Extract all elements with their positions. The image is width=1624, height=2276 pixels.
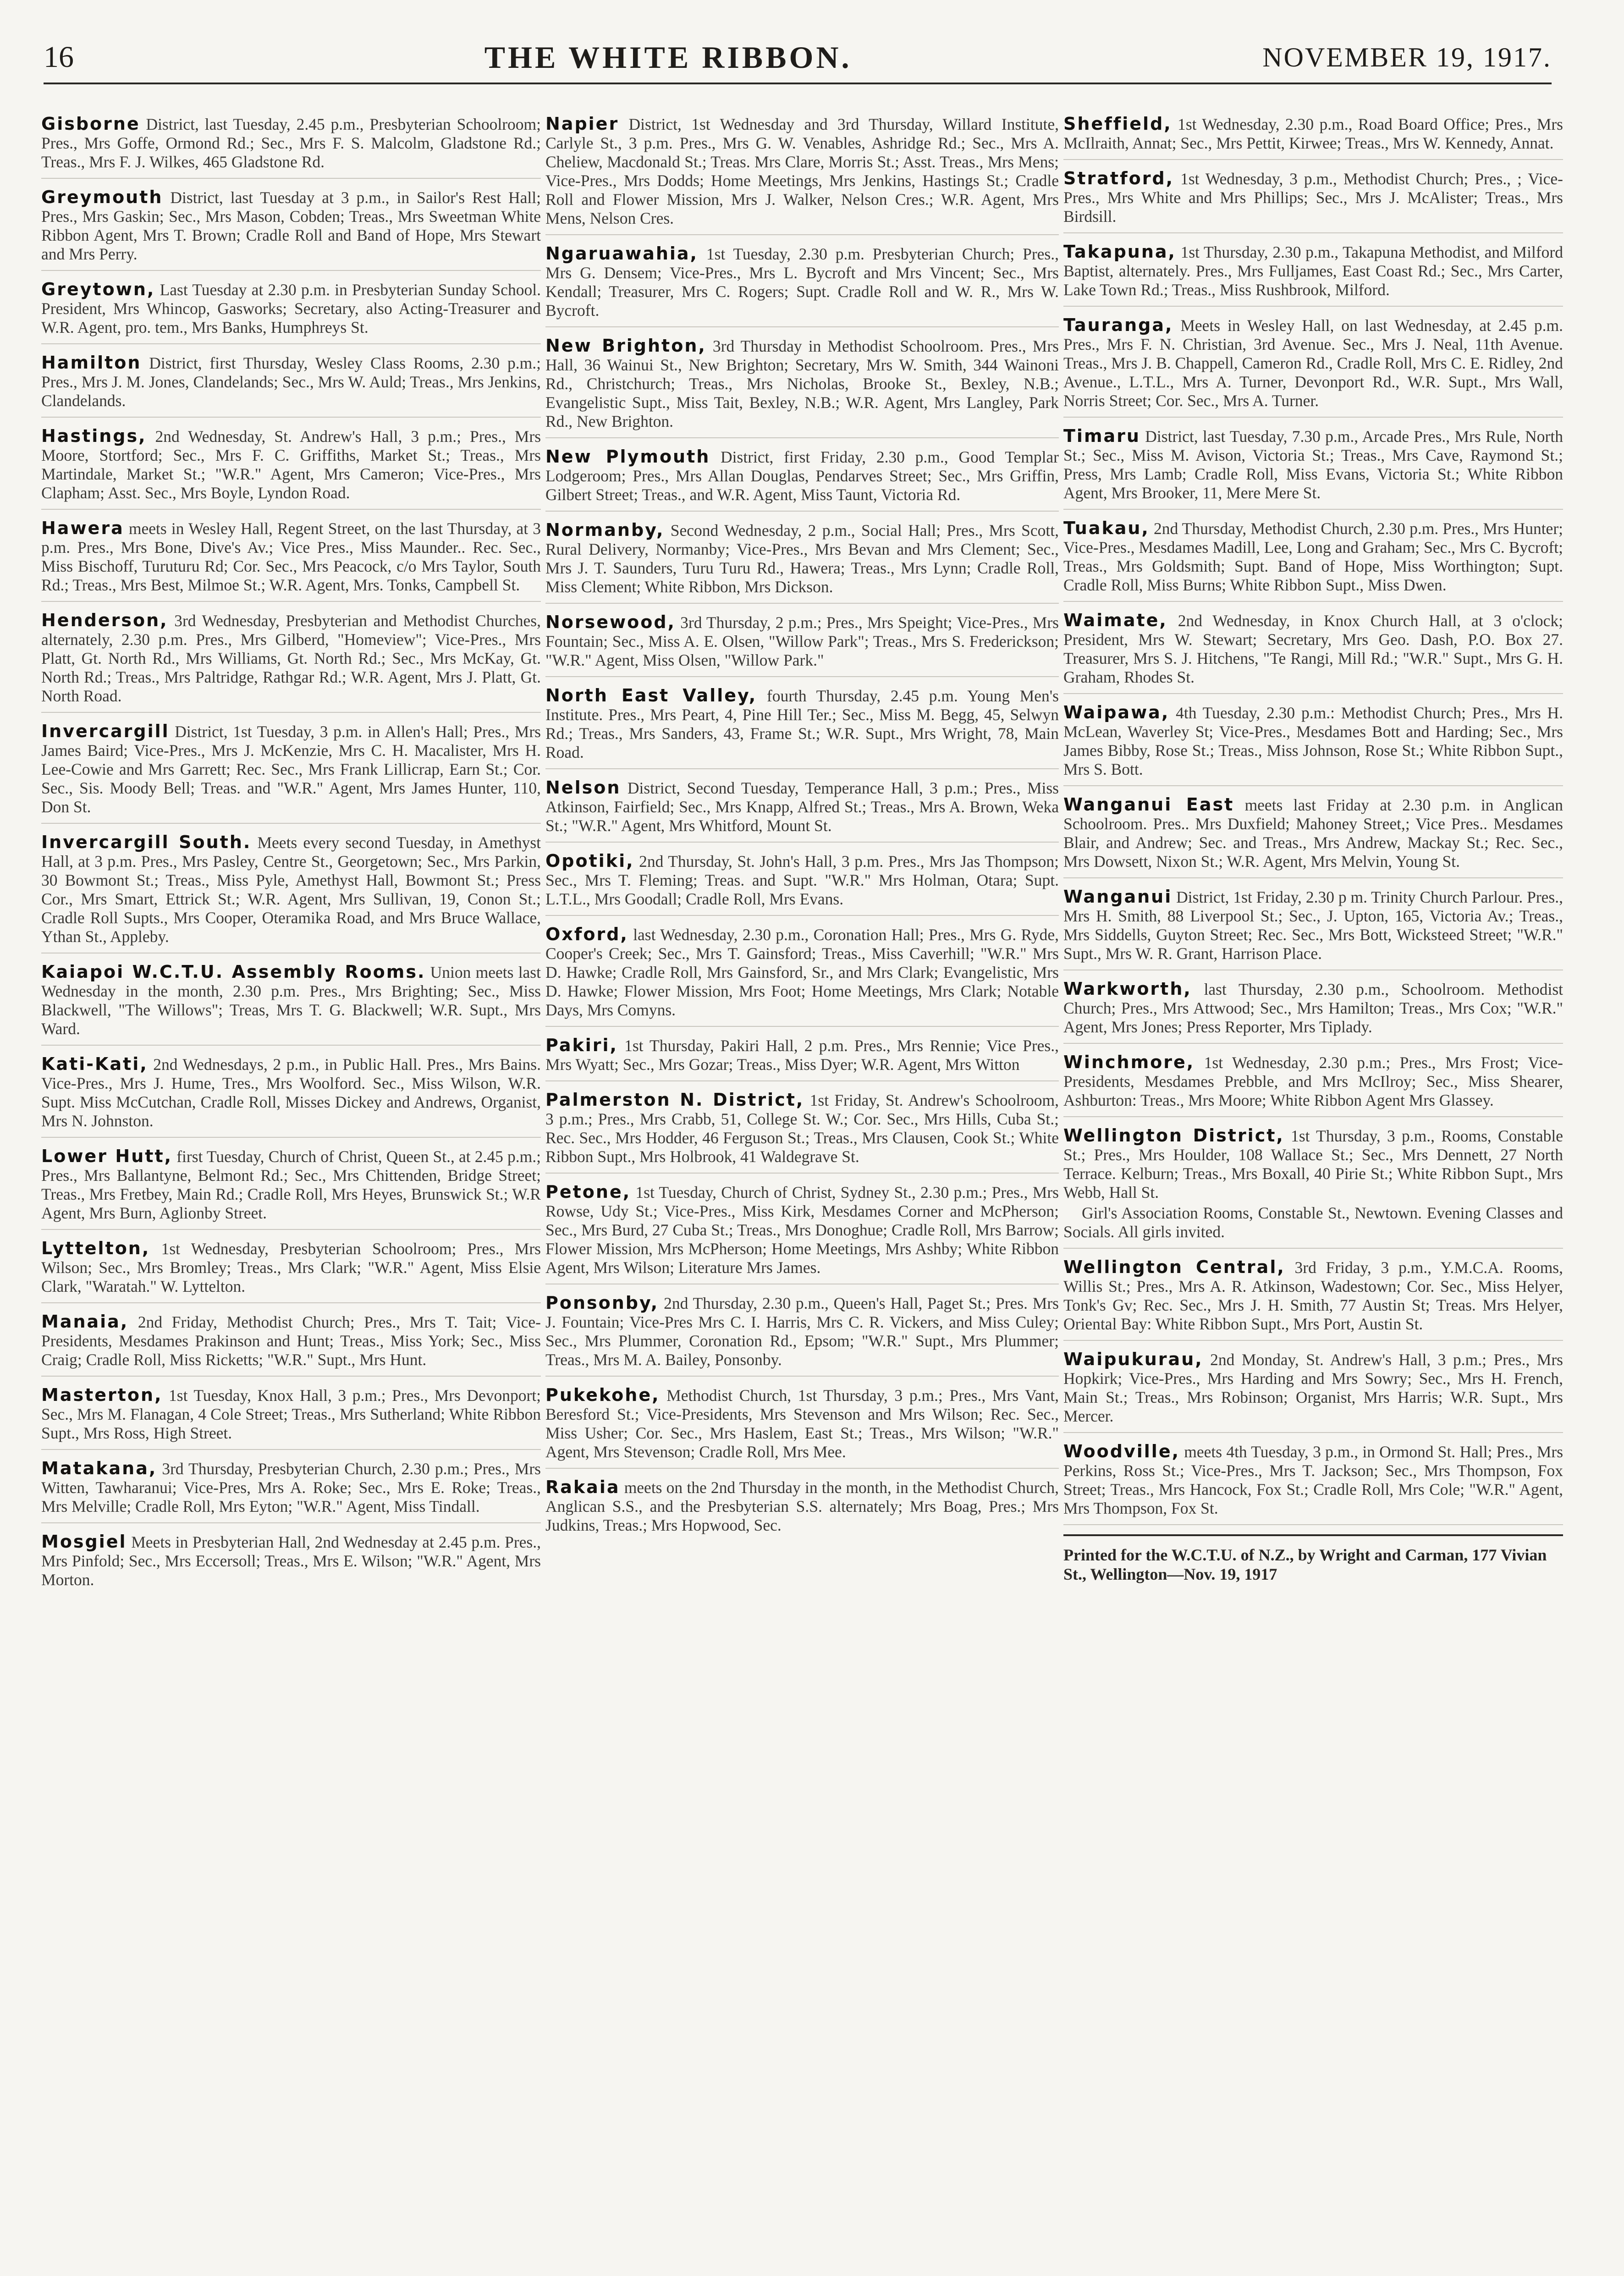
union-details: 1st Wednesday, 2.30 p.m.; Pres., Mrs Frost; Vice-Presidents, Mesdames Prebble, and Mrs McIlroy; Sec., Miss Shearer, Ashburton: Treas., Mrs Moore; White Ribbon Agent Mrs Glassey. [1063,1053,1563,1109]
union-entry [1063,1258,1563,1341]
union-name: Palmerston N. District, [545,1090,804,1110]
union-details: 1st Tuesday, Knox Hall, 3 p.m.; Pres., Mrs Devonport; Sec., Mrs M. Flanagan, 4 Cole Street; Treas., Mrs Sutherland; White Ribbon Supt., Mrs Ross, High Street. [41,1386,541,1442]
union-details: Methodist Church, 1st Thursday, 3 p.m.; Pres., Mrs Vant, Beresford St.; Vice-Presidents, Mrs Stevenson and Mrs Wilson; Rec. Sec., Miss Usher; Cor. Sec., Mrs Haslem, East St.; Treas., Mrs Wilson; "W.R." Agent, Mrs Stevenson; Cradle Roll, Mrs Mee. [545,1386,1059,1461]
union-details: District, last Tuesday, 2.45 p.m., Presbyterian Schoolroom; Pres., Mrs Goffe, Ormond Rd.; Sec., Mrs F. S. Malcolm, Gladstone Rd.; Treas., Mrs F. J. Wilkes, 465 Gladstone Rd. [41,115,541,171]
union-name: Warkworth, [1063,979,1192,999]
union-name: Opotiki, [545,851,634,871]
union-entry [41,188,541,271]
union-details: District, last Tuesday at 3 p.m., in Sailor's Rest Hall; Pres., Mrs Gaskin; Sec., Mrs Mason, Cobden; Treas., Mrs Sweetman White Ribbon Agent, Mrs T. Brown; Cradle Roll and Band of Hope, Mrs Stewart and Mrs Perry. [41,188,541,263]
union-name: Mosgiel [41,1532,127,1552]
union-name: Takapuna, [1063,242,1176,262]
union-name: Hamilton [41,353,142,373]
union-name: Wanganui East [1063,794,1234,815]
union-name: Masterton, [41,1385,163,1405]
union-name: Waimate, [1063,610,1167,630]
union-details: Second Wednesday, 2 p.m., Social Hall; Pres., Mrs Scott, Rural Delivery, Normanby; Vice-Pres., Mrs Bevan and Mrs Clement; Sec., Mrs J. T. Saunders, Turu Turu Rd., Hawera; Treas., Mrs Lynn; Cradle Roll, Miss Clement; White Ribbon, Mrs Dickson. [545,521,1059,596]
union-details: last Wednesday, 2.30 p.m., Coronation Hall; Pres., Mrs G. Ryde, Cooper's Creek; Sec., Mrs T. Gainsford; Treas., Miss Caverhill; "W.R." Mrs D. Hawke; Cradle Roll, Mrs Gainsford, Sr., and Mrs Clark; Evangelistic, Mrs D. Hawke; Flower Mission, Mrs Foot; Home Meetings, Mrs Clark; Notable Days, Mrs Comyns. [545,926,1059,1019]
union-name: Hawera [41,518,124,538]
union-entry [41,280,541,344]
union-details: 2nd Thursday, Methodist Church, 2.30 p.m. Pres., Mrs Hunter; Vice-Pres., Mesdames Madill, Lee, Long and Graham; Sec., Mrs C. Bycroft; Treas., Mrs Goldsmith; Supt. Band of Hope, Miss Worthington; Supt. Cradle Roll, Miss Burns; White Ribbon Supt., Miss Dwen. [1063,519,1563,594]
union-details: District, first Friday, 2.30 p.m., Good Templar Lodgeroom; Pres., Mrs Allan Douglas, Pendarves Street; Sec., Mrs Griffin, Gilbert Street; Treas., and W.R. Agent, Miss Taunt, Victoria Rd. [545,448,1059,504]
union-entry [1063,1053,1563,1117]
union-name: Pukekohe, [545,1385,660,1405]
union-entry [545,244,1059,327]
union-entry [41,427,541,510]
union-entry [41,722,541,824]
union-name: Henderson, [41,610,168,630]
union-entry [41,1532,541,1596]
union-details: last Thursday, 2.30 p.m., Schoolroom. Methodist Church; Pres., Mrs Attwood; Sec., Mrs Hamilton; Treas., Mrs Cox; "W.R." Agent, Mrs Jones; Press Reporter, Mrs Tiplady. [1063,980,1563,1036]
union-entry [545,1294,1059,1377]
union-name: Wellington Central, [1063,1257,1285,1277]
union-details: 2nd Wednesday, in Knox Church Hall, at 3 o'clock; President, Mrs W. Stewart; Secretary, Mrs Geo. Dash, P.O. Box 27. Treasurer, Mrs S. J. Hitchens, "Te Rangi, Mill Rd.; "W.R." Supt., Mrs G. H. Graham, Rhodes St. [1063,612,1563,686]
union-details: meets last Friday at 2.30 p.m. in Anglican Schoolroom. Pres.. Mrs Duxfield; Mahoney Street,; Vice Pres.. Mesdames Blair, and Andrew; Sec. and Treas., Mrs Andrew, Mackay St.; Rec. Sec., Mrs Dowsett, Nixon St.; W.R. Agent, Mrs Melvin, Young St. [1063,796,1563,871]
union-entry [1063,703,1563,786]
union-details: District, Second Tuesday, Temperance Hall, 3 p.m.; Pres., Miss Atkinson, Fairfield; Sec., Mrs Knapp, Alfred St.; Treas., Mrs A. Brown, Weka St.; "W.R." Agent, Mrs Whitford, Mount St. [545,779,1059,835]
union-details: District, 1st Friday, 2.30 p m. Trinity Church Parlour. Pres., Mrs H. Smith, 88 Liverpool St.; Sec., J. Upton, 165, Victoria Av.; Treas., Mrs Siddells, Guyton Street; Rec. Sec., Mrs Bott, Wicksteed Street; "W.R." Supt., Mrs W. R. Grant, Harrison Place. [1063,888,1563,963]
union-entry [41,1055,541,1138]
union-name: Normanby, [545,520,665,540]
union-entry [545,925,1059,1027]
union-entry [545,336,1059,438]
union-name: New Brighton, [545,336,706,356]
union-name: Timaru [1063,426,1140,446]
union-details: Meets in Wesley Hall, on last Wednesday, at 2.45 p.m. Pres., Mrs F. N. Christian, 3rd Avenue. Sec., Mrs J. Neal, 11th Avenue. Treas., Mrs J. B. Chappell, Cameron Rd., Cradle Roll, Mrs C. E. Ridley, 2nd Avenue., L.T.L., Mrs A. Turner, Devonport Rd., W.R. Supt., Mrs Wall, Norris Street; Cor. Sec., Mrs A. Turner. [1063,316,1563,410]
union-entry [1063,519,1563,602]
union-details: 2nd Friday, Methodist Church; Pres., Mrs T. Tait; Vice-Presidents, Mesdames Prakinson and Hunt; Treas., Miss York; Sec., Miss Craig; Cradle Roll, Miss Ricketts; "W.R." Supt., Mrs Hunt. [41,1313,541,1369]
union-name: Tauranga, [1063,315,1173,335]
union-entry [1063,316,1563,418]
union-details: District, 1st Wednesday and 3rd Thursday, Willard Institute, Carlyle St., 3 p.m. Pres., Mrs G. W. Venables, Ashridge Rd.; Sec., Mrs A. Cheliew, Macdonald St.; Treas. Mrs Clare, Morris St.; Asst. Treas., Mrs Mens; Vice-Pres., Mrs Dodds; Home Meetings, Mrs Jenkins, Hastings St.; Cradle Roll and Flower Mission, Mrs J. Walker, Nelson Cres.; W.R. Agent, Mrs Mens, Nelson Cres. [545,115,1059,227]
union-entry [41,115,541,179]
page-header [44,32,1552,84]
union-entry [41,1239,541,1303]
union-entry [545,778,1059,843]
union-details: 3rd Thursday, 2 p.m.; Pres., Mrs Speight; Vice-Pres., Mrs Fountain; Sec., Miss A. E. Olsen, "Willow Park"; Treas., Mrs S. Frederickson; "W.R." Agent, Miss Olsen, "Willow Park." [545,613,1059,669]
union-name: Lyttelton, [41,1238,150,1258]
union-name: Greymouth [41,187,163,207]
union-entry [41,1147,541,1230]
union-entry [1063,1442,1563,1525]
union-entry [41,611,541,713]
union-entry [545,686,1059,769]
union-entry [41,833,541,953]
union-details: 2nd Wednesday, St. Andrew's Hall, 3 p.m.; Pres., Mrs Moore, Stortford; Sec., Mrs F. C. Griffiths, Market St.; Treas., Mrs Martindale, Market St.; "W.R." Agent, Mrs Cameron; Vice-Pres., Mrs Clapham; Asst. Sec., Mrs Boyle, Lyndon Road. [41,427,541,502]
union-name: Oxford, [545,924,628,944]
union-entry [545,1478,1059,1541]
union-details: 2nd Thursday, St. John's Hall, 3 p.m. Pres., Mrs Jas Thompson; Sec., Mrs T. Fleming; Treas. and Supt. "W.R." Mrs Holman, Otara; Supt. L.T.L., Mrs Goodall; Cradle Roll, Mrs Evans. [545,852,1059,908]
union-entry [545,1386,1059,1469]
union-name: Stratford, [1063,168,1174,188]
union-entry [545,613,1059,677]
union-name: Greytown, [41,279,155,299]
union-entry [1063,1350,1563,1433]
union-name: Sheffield, [1063,115,1172,134]
union-entry [1063,980,1563,1044]
issue-date: NOVEMBER 19, 1917. [1262,42,1552,72]
union-entry [545,1183,1059,1284]
page-number: 16 [44,40,74,74]
union-entry [41,1386,541,1450]
union-details: 2nd Monday, St. Andrew's Hall, 3 p.m.; Pres., Mrs Hopkirk; Vice-Pres., Mrs Harding and Mrs Sowry; Sec., Mrs H. French, Main St.; Treas., Mrs Robinson; Organist, Mrs Harris; W.R. Supt., Mrs Mercer. [1063,1350,1563,1425]
union-details: first Tuesday, Church of Christ, Queen St., at 2.45 p.m.; Pres., Mrs Ballantyne, Belmont Rd.; Sec., Mrs Chittenden, Bridge Street; Treas., Mrs Fretbey, Main Rd.; Cradle Roll, Mrs Heyes, Brunswick St.; W.R Agent, Mrs Burn, Aglionby Street. [41,1147,541,1222]
union-name: Matakana, [41,1458,157,1478]
union-details: fourth Thursday, 2.45 p.m. Young Men's Institute. Pres., Mrs Peart, 4, Pine Hill Ter.; Sec., Miss M. Begg, 45, Selwyn Rd.; Treas., Mrs Sanders, 43, Frame St.; W.R. Supt., Mrs Wright, 78, Main Road. [545,687,1059,761]
union-details: 1st Thursday, 2.30 p.m., Takapuna Methodist, and Milford Baptist, alternately. Pres., Mrs Fulljames, East Coast Rd.; Sec., Mrs Carter, Lake Town Rd.; Treas., Miss Rushbrook, Milford. [1063,243,1563,299]
union-name: Kati-Kati, [41,1054,148,1074]
union-entry [1063,887,1563,970]
union-details: meets in Wesley Hall, Regent Street, on the last Thursday, at 3 p.m. Pres., Mrs Bone, Dive's Av.; Vice Pres., Miss Maunder.. Rec. Sec., Miss Bischoff, Turuturu Rd; Cor. Sec., Mrs Peacock, c/o Mrs Taylor, South Rd.; Treas., Mrs Best, Milmoe St.; W.R. Agent, Mrs. Tonks, Campbell St. [41,519,541,594]
union-name: Rakaia [545,1477,620,1497]
union-details: 1st Wednesday, 3 p.m., Methodist Church; Pres., ; Vice-Pres., Mrs White and Mrs Phillips; Sec., Mrs J. McAlister; Treas., Mrs Birdsill. [1063,170,1563,226]
union-details: 1st Friday, St. Andrew's Schoolroom, 3 p.m.; Pres., Mrs Crabb, 51, College St. W.; Cor. Sec., Mrs Hills, Cuba St.; Rec. Sec., Mrs Hodder, 46 Ferguson St.; Treas., Mrs Clausen, Cook St.; White Ribbon Supt., Mrs Holbrook, 41 Waldegrave St. [545,1091,1059,1166]
union-name: Petone, [545,1182,631,1202]
column-middle [545,115,1059,2255]
union-details: Union meets last Wednesday in the month, 2.30 p.m. Pres., Mrs Brighting; Sec., Miss Blackwell, "The Willows"; Treas, Mrs T. G. Blackwell; W.R. Supt., Mrs Ward. [41,963,541,1038]
union-name: Napier [545,115,619,134]
union-details: 1st Tuesday, Church of Christ, Sydney St., 2.30 p.m.; Pres., Mrs Rowse, Udy St.; Vice-Pres., Miss Kirk, Mesdames Corner and McPherson; Sec., Mrs Burd, 27 Cuba St.; Treas., Mrs Donoghue; Cradle Roll, Mrs Barrow; Flower Mission, Mrs McPherson; Home Meetings, Mrs Ashby; White Ribbon Agent, Mrs Wilson; Literature Mrs James. [545,1183,1059,1277]
union-name: Kaiapoi W.C.T.U. Assembly Rooms. [41,962,426,982]
union-note: Girl's Association Rooms, Constable St., Newtown. Evening Classes and Socials. All girls invited. [1063,1204,1563,1241]
union-name: Winchmore, [1063,1052,1195,1072]
column-right [1063,115,1563,2255]
union-details: 3rd Friday, 3 p.m., Y.M.C.A. Rooms, Willis St.; Pres., Mrs A. R. Atkinson, Wadestown; Cor. Sec., Miss Helyer, Tonk's Gv; Rec. Sec., Mrs J. H. Smith, 77 Austin St; Treas. Mrs Helyer, Oriental Bay: White Ribbon Supt., Mrs Port, Austin St. [1063,1258,1563,1333]
union-entry [41,353,541,418]
union-details: 4th Tuesday, 2.30 p.m.: Methodist Church; Pres., Mrs H. McLean, Waverley St; Vice-Pres., Mesdames Bott and Harding; Sec., Mrs James Bibby, Rose St.; Treas., Miss Johnson, Rose St.; White Ribbon Supt., Mrs S. Bott. [1063,704,1563,778]
union-entry [1063,1126,1563,1249]
union-details: 1st Thursday, Pakiri Hall, 2 p.m. Pres., Mrs Rennie; Vice Pres., Mrs Wyatt; Sec., Mrs Gozar; Treas., Miss Dyer; W.R. Agent, Mrs Witton [545,1036,1059,1074]
union-details: meets 4th Tuesday, 3 p.m., in Ormond St. Hall; Pres., Mrs Perkins, Ross St.; Vice-Pres., Mrs T. Jackson; Sec., Mrs Thompson, Fox Street; Treas., Mrs Hancock, Fox St.; Cradle Roll, Mrs Cole; "W.R." Agent, Mrs Thompson, Fox St. [1063,1443,1563,1517]
union-name: New Plymouth [545,446,710,467]
union-name: Waipawa, [1063,702,1170,722]
union-details: Meets every second Tuesday, in Amethyst Hall, at 3 p.m. Pres., Mrs Pasley, Centre St., Georgetown; Sec., Mrs Parkin, 30 Bowmont St.; Treas., Miss Pyle, Amethyst Hall, Bowmont St.; Press Cor., Mrs Smart, Ettrick St.; W.R. Agent, Mrs Sullivan, 19, Conon St.; Cradle Roll Supts., Mrs Cooper, Oteramika Road, and Mrs Bruce Wallace, Ythan St., Appleby. [41,833,541,946]
union-entry [1063,795,1563,878]
union-name: Lower Hutt, [41,1146,173,1166]
union-name: Woodville, [1063,1441,1180,1461]
union-entry [41,963,541,1046]
union-details: 3rd Wednesday, Presbyterian and Methodist Churches, alternately, 2.30 p.m. Pres., Mrs Gilberd, "Homeview"; Vice-Pres., Mrs Platt, Gt. North Rd., Mrs Williams, Gt. North Rd.; Sec., Mrs McKay, Gt. North Rd.; Treas., Mrs Paltridge, Rathgar Rd.; W.R. Agent, Mrs J. Platt, Gt. North Road. [41,612,541,705]
union-details: District, first Thursday, Wesley Class Rooms, 2.30 p.m.; Pres., Mrs J. M. Jones, Clandelands; Sec., Mrs W. Auld; Treas., Mrs Jenkins, Clandelands. [41,354,541,410]
union-name: Waipukurau, [1063,1349,1203,1369]
union-entry [41,519,541,602]
union-entry [545,521,1059,604]
union-details: 1st Tuesday, 2.30 p.m. Presbyterian Church; Pres., Mrs G. Densem; Vice-Pres., Mrs L. Bycroft and Mrs Vincent; Sec., Mrs Kendall; Treasurer, Mrs C. Rogers; Supt. Cradle Roll and W. R., Mrs W. Bycroft. [545,245,1059,320]
union-name: Manaia, [41,1312,129,1332]
union-name: Ngaruawahia, [545,243,698,264]
union-entry [41,1312,541,1377]
union-entry [545,1091,1059,1174]
union-details: 1st Wednesday, 2.30 p.m., Road Board Office; Pres., Mrs McIlraith, Annat; Sec., Mrs Pettit, Kirwee; Treas., Mrs W. Kennedy, Annat. [1063,115,1563,152]
union-entry [545,447,1059,512]
union-name: Wanganui [1063,887,1173,907]
union-details: 3rd Thursday in Methodist Schoolroom. Pres., Mrs Hall, 36 Wainui St., New Brighton; Secretary, Mrs W. Smith, 344 Wainoni Rd., Christchurch; Treas., Mrs Nicholas, Brooke St., Bexley, N.B.; Evangelistic Supt., Miss Tait, Bexley, N.B.; W.R. Agent, Mrs Langley, Park Rd., New Brighton. [545,337,1059,430]
union-details: District, last Tuesday, 7.30 p.m., Arcade Pres., Mrs Rule, North St.; Sec., Miss M. Avison, Victoria St.; Treas., Mrs Cave, Raymond St.; Press, Mrs Lamb; Cradle Roll, Miss Evans, Victoria St.; White Ribbon Agent, Mrs Brooker, 11, Mere Mere St. [1063,427,1563,502]
union-details: 2nd Wednesdays, 2 p.m., in Public Hall. Pres., Mrs Bains. Vice-Pres., Mrs J. Hume, Tres., Mrs Woolford. Sec., Miss Wilson, W.R. Supt. Miss McCutchan, Cradle Roll, Misses Dickey and Andrews, Organist, Mrs N. Johnston. [41,1055,541,1130]
union-name: Tuakau, [1063,518,1150,538]
union-details: 1st Wednesday, Presbyterian Schoolroom; Pres., Mrs Wilson; Sec., Mrs Bromley; Treas., Mrs Clark; "W.R." Agent, Miss Elsie Clark, "Waratah." W. Lyttelton. [41,1240,541,1295]
union-name: Invercargill [41,721,170,741]
union-entry [1063,115,1563,160]
union-name: Wellington District, [1063,1125,1284,1146]
union-name: North East Valley, [545,685,757,705]
union-entry [1063,427,1563,510]
column-left [41,115,541,2255]
union-details: Last Tuesday at 2.30 p.m. in Presbyterian Sunday School. President, Mrs Whincop, Gasworks; Secretary, also Acting-Treasurer and W.R. Agent, pro. tem., Mrs Banks, Humphreys St. [41,281,541,336]
union-entry [1063,242,1563,307]
union-entry [545,1036,1059,1081]
union-name: Invercargill South. [41,832,252,852]
union-details: Meets in Presbyterian Hall, 2nd Wednesday at 2.45 p.m. Pres., Mrs Pinfold; Sec., Mrs Eccersoll; Treas., Mrs E. Wilson; "W.R." Agent, Mrs Morton. [41,1533,541,1589]
union-details: 2nd Thursday, 2.30 p.m., Queen's Hall, Paget St.; Pres. Mrs J. Fountain; Vice-Pres Mrs C. I. Harris, Mrs C. R. Vickers, and Miss Culey; Sec., Mrs Plummer, Coronation Rd., Epsom; "W.R." Supt., Mrs Plummer; Treas., Mrs M. A. Bailey, Ponsonby. [545,1294,1059,1369]
union-details: 1st Thursday, 3 p.m., Rooms, Constable St.; Pres., Mrs Houlder, 108 Wallace St.; Sec., Mrs Dennett, 27 North Terrace. Kelburn; Treas., Mrs Boxall, 40 Pirie St.; White Ribbon Supt., Mrs Webb, Hall St. [1063,1127,1563,1201]
union-details: meets on the 2nd Thursday in the month, in the Methodist Church, Anglican S.S., and the Presbyterian S.S. alternately; Mrs Boag, Pres.; Mrs Judkins, Treas.; Mrs Hopwood, Sec. [545,1478,1059,1534]
union-entry [545,115,1059,235]
union-name: Hastings, [41,426,147,446]
union-details: District, 1st Tuesday, 3 p.m. in Allen's Hall; Pres., Mrs James Baird; Vice-Pres., Mrs J. McKenzie, Mrs C. H. Macalister, Mrs H. Lee-Cowie and Mrs Garrett; Rec. Sec., Mrs Frank Lillicrap, Earn St.; Cor. Sec., Sis. Moody Bell; Treas. and "W.R." Agent, Mrs James Hunter, 110, Don St. [41,722,541,816]
publication-title: THE WHITE RIBBON. [484,39,852,75]
union-entry [1063,611,1563,694]
union-entry [545,852,1059,916]
union-entry [1063,169,1563,233]
union-name: Nelson [545,777,621,798]
printer-imprint: Printed for the W.C.T.U. of N.Z., by Wright and Carman, 177 Vivian St., Wellington—Nov. 19, 1917 [1063,1534,1563,1584]
union-details: 3rd Thursday, Presbyterian Church, 2.30 p.m.; Pres., Mrs Witten, Tawharanui; Vice-Pres, Mrs A. Roke; Sec., Mrs E. Roke; Treas., Mrs Melville; Cradle Roll, Mrs Eyton; "W.R." Agent, Miss Tindall. [41,1460,541,1515]
union-name: Norsewood, [545,612,676,632]
union-entry [41,1459,541,1523]
union-name: Gisborne [41,115,140,134]
columns [41,115,1563,2255]
union-name: Ponsonby, [545,1293,659,1313]
union-name: Pakiri, [545,1035,618,1055]
